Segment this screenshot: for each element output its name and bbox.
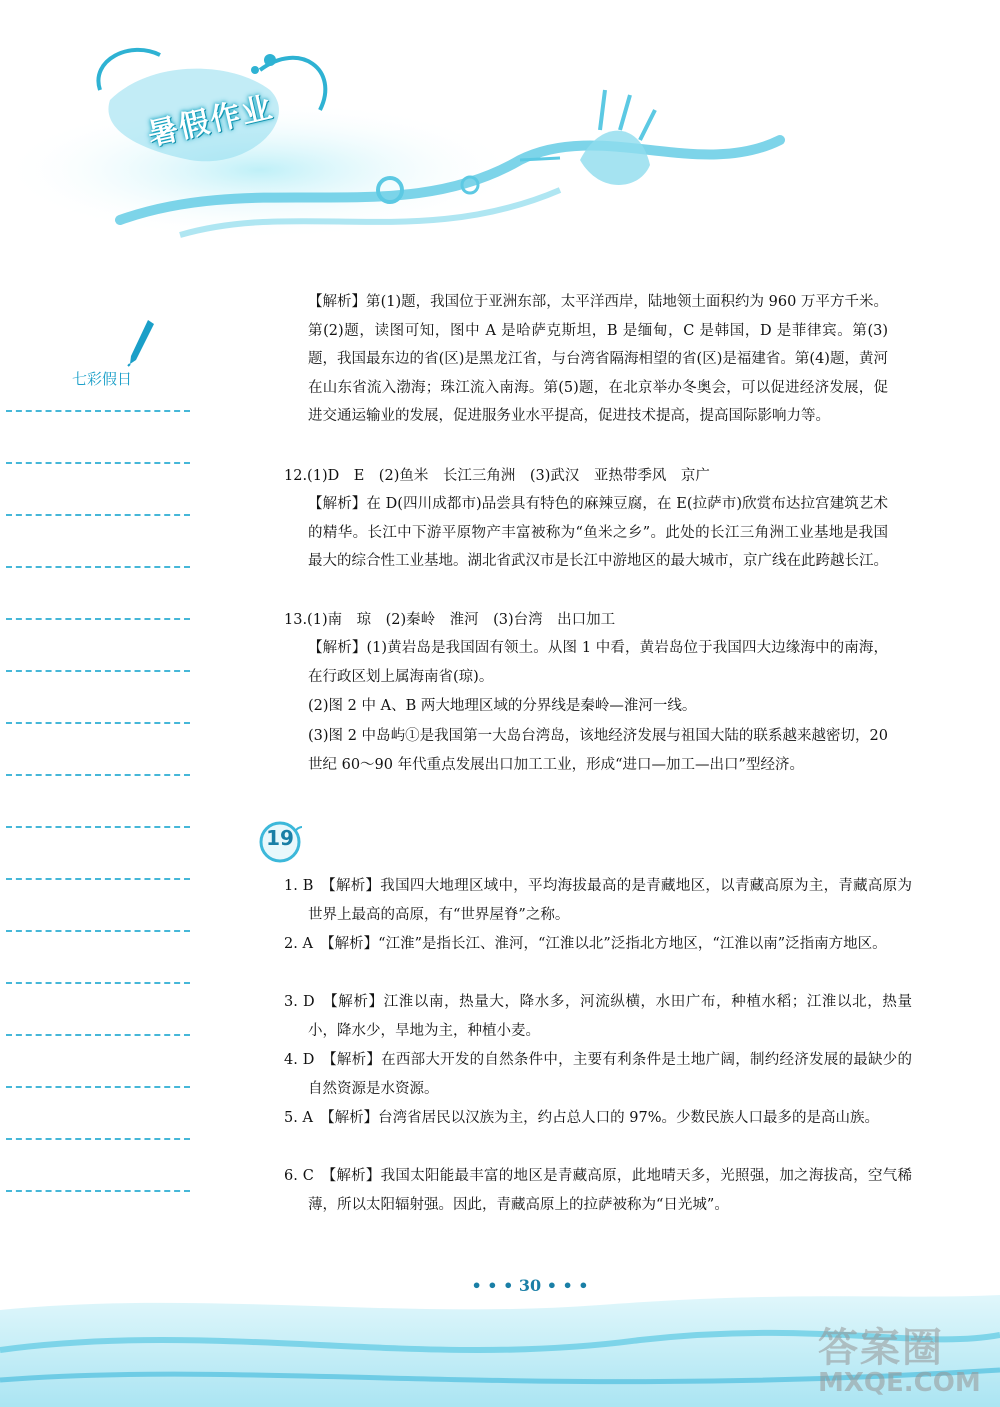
pen-icon: [126, 318, 156, 368]
sidebar-dash-line: [6, 670, 190, 672]
watermark-logo: 答案圈: [818, 1325, 944, 1371]
sidebar-dash-line: [6, 722, 190, 724]
answer-item-6: 6. C 【解析】我国太阳能最丰富的地区是青藏高原，此地晴天多，光照强，加之海拔高，空气稀薄，所以太阳辐射强。因此，青藏高原上的拉萨被称为“日光城”。: [284, 1168, 912, 1213]
answer-item-1: 1. B 【解析】我国四大地理区域中，平均海拔最高的是青藏地区，以青藏高原为主，青藏高原为世界上最高的高原，有“世界屋脊”之称。: [284, 878, 912, 923]
sidebar-dash-line: [6, 930, 190, 932]
answer-item-4: 4. D 【解析】在西部大开发的自然条件中，主要有利条件是土地广阔，制约经济发展的最缺少的自然资源是水资源。: [284, 1052, 912, 1097]
q12-explanation: 【解析】在 D(四川成都市)品尝具有特色的麻辣豆腐，在 E(拉萨市)欣赏布达拉宫建筑艺术的精华。长江中下游平原物产丰富被称为“鱼米之乡”。此处的长江三角洲工业基地是我国最大的综合性工业基地。湖北省武汉市是长江中游地区的最大城市，京广线在此跨越长江。: [308, 496, 888, 569]
answer-item-5: 5. A 【解析】台湾省居民以汉族为主，约占总人口的 97%。少数民族人口最多的是高山族。: [284, 1110, 879, 1126]
section-number: 19: [266, 826, 294, 850]
sidebar-dash-line: [6, 1086, 190, 1088]
page-number: • • • 30 • • •: [471, 1276, 589, 1295]
sidebar-dash-line: [6, 1190, 190, 1192]
answer-item-3: 3. D 【解析】江淮以南，热量大，降水多，河流纵横，水田广布，种植水稻；江淮以北，热量小，降水少，旱地为主，种植小麦。: [284, 994, 912, 1039]
header-title: 暑假作业: [144, 89, 278, 153]
sidebar-dash-line: [6, 514, 190, 516]
sidebar-dash-line: [6, 878, 190, 880]
sidebar-dash-line: [6, 566, 190, 568]
q13-answer: 13.(1)南 琼 (2)秦岭 淮河 (3)台湾 出口加工: [284, 612, 616, 628]
watermark-url: MXQE.COM: [818, 1368, 981, 1398]
sidebar-dash-line: [6, 410, 190, 412]
sidebar-dash-line: [6, 618, 190, 620]
sidebar-dash-line: [6, 1138, 190, 1140]
q13-explanation-2: (2)图 2 中 A、B 两大地理区域的分界线是秦岭—淮河一线。: [308, 698, 697, 714]
q12-answer: 12.(1)D E (2)鱼米 长江三角洲 (3)武汉 亚热带季风 京广: [284, 468, 710, 484]
answer-item-2: 2. A 【解析】“江淮”是指长江、淮河，“江淮以北”泛指北方地区，“江淮以南”泛指南方地区。: [284, 936, 887, 952]
sidebar-dash-line: [6, 462, 190, 464]
q13-explanation-3: (3)图 2 中岛屿①是我国第一大岛台湾岛，该地经济发展与祖国大陆的联系越来越密切，20 世纪 60～90 年代重点发展出口加工工业，形成“进口—加工—出口”型经济。: [308, 728, 888, 773]
sidebar-dash-line: [6, 774, 190, 776]
sidebar-dash-line: [6, 1034, 190, 1036]
sidebar-dash-line: [6, 826, 190, 828]
sidebar-dash-line: [6, 982, 190, 984]
q11-explanation: 【解析】第(1)题，我国位于亚洲东部，太平洋西岸，陆地领土面积约为 960 万平方千米。第(2)题，读图可知，图中 A 是哈萨克斯坦，B 是缅甸，C 是韩国，D 是菲律宾。第(3)题，我国最东边的省(区)是黑龙江省，与台湾省隔海相望的省(区)是福建省。第(4)题，黄河在山东省流入渤海；珠江流入南海。第(5)题，在北京举办冬奥会，可以促进经济发展，促进交通运输业的发展，促进服务业水平提高，促进技术提高，提高国际影响力等。: [308, 294, 888, 424]
q13-explanation-1: 【解析】(1)黄岩岛是我国固有领土。从图 1 中看，黄岩岛位于我国四大边缘海中的南海，在行政区划上属海南省(琼)。: [308, 640, 888, 685]
sidebar-label: 七彩假日: [72, 370, 133, 388]
